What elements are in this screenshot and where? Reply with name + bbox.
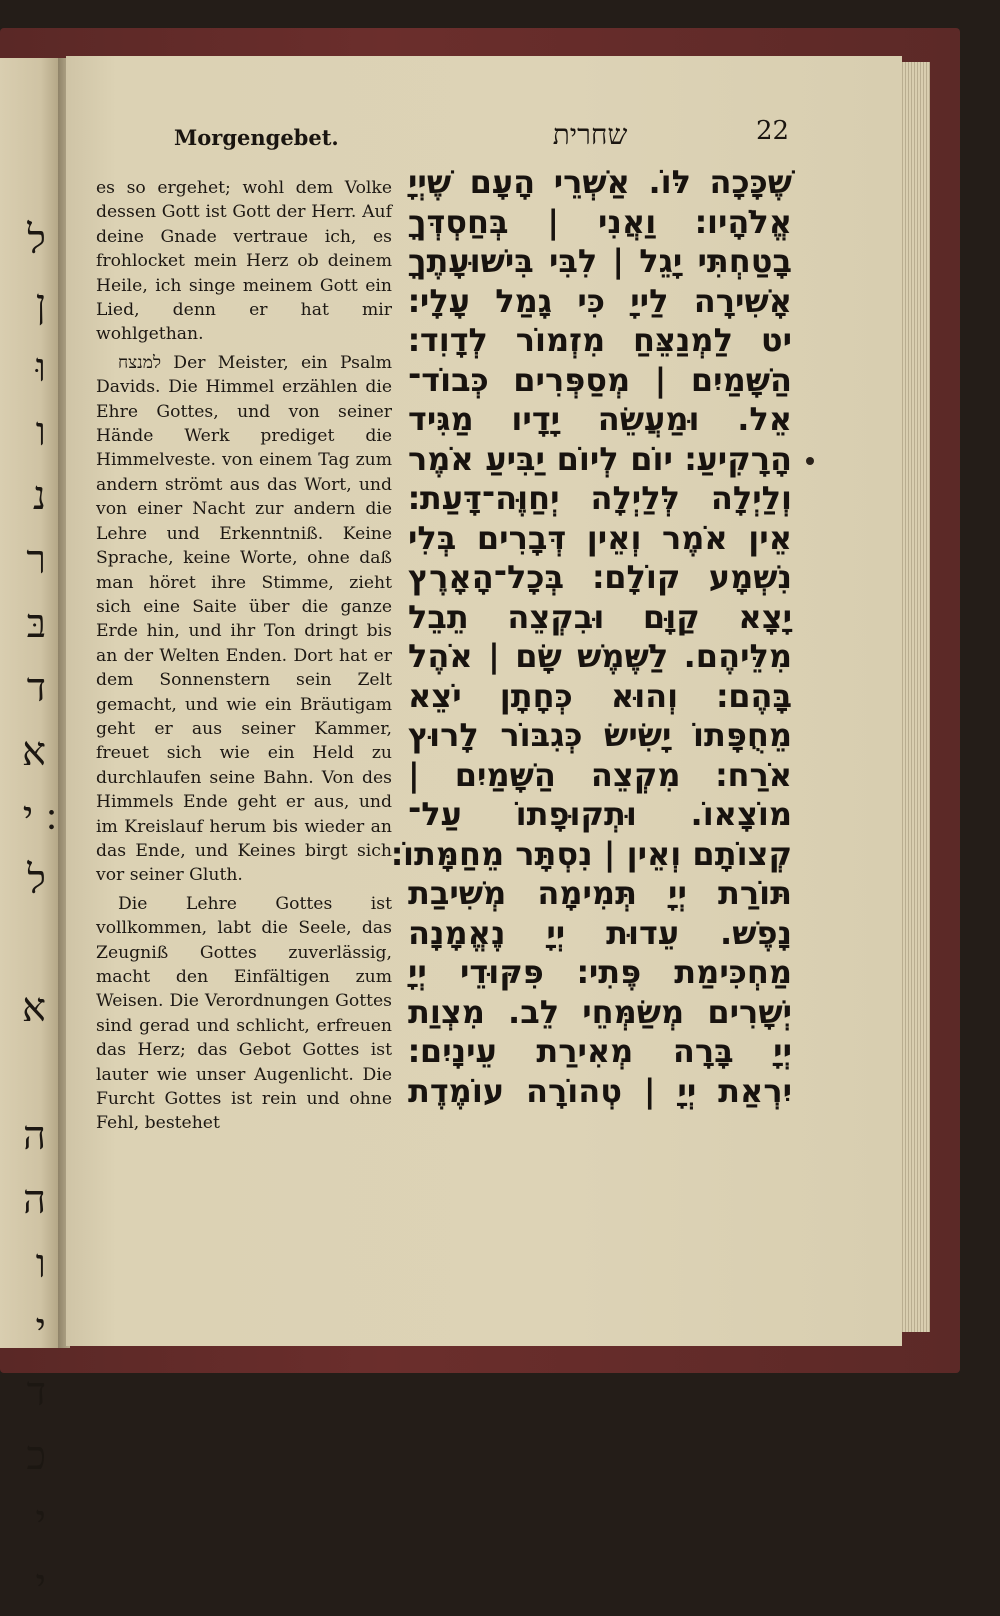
- hebrew-line: וְלַיְלָה לְּלַיְלָה יְחַוֶּה־דָּעַת׃: [408, 479, 792, 517]
- german-translation-column: [96, 176, 392, 1136]
- running-header-hebrew: שחרית: [552, 118, 628, 151]
- hebrew-line: נָפֶשׁ. עֵדוּת יְיָ נֶאֱמָנָה: [408, 913, 792, 952]
- page-number: 22: [756, 116, 790, 146]
- hebrew-line: יט לַמְנַצֵּחַ מִזְמוֹר לְדָוִד׃: [408, 321, 792, 359]
- hebrew-line: מַחְכִּימַת פֶּתִי׃ פִּקּוּדֵי יְיָ: [408, 953, 792, 991]
- hebrew-text-column: [391, 163, 792, 1111]
- hebrew-line: תּוֹרַת יְיָ תְּמִימָה מְשִׁיבַת: [408, 874, 792, 912]
- page-stack-edge: [900, 62, 930, 1332]
- hebrew-line: בָּהֶם׃ וְהוּא כְּחָתָן יֹצֵא: [408, 676, 792, 715]
- hebrew-line: אֹרַח׃ מִקְצֵה הַשָּׁמַיִם |: [408, 755, 792, 794]
- hebrew-line: מוֹצָאוֹ. וּתְקוּפָתוֹ עַל־: [408, 795, 792, 833]
- hebrew-line: אָשִׁירָה לַייָ כִּי גָמַל עָלָי׃: [408, 281, 792, 320]
- hebrew-line: הַשָּׁמַיִם | מְסַפְּרִים כְּבוֹד־: [408, 360, 792, 399]
- hebrew-line: הָרָקִיעַ׃ יוֹם לְיוֹם יַבִּיעַ אֹמֶר: [408, 439, 792, 478]
- left-page-fragment-text: ל ן וּ ו נ ר בּ ד א י ל א ה ה ו י ד כ י י: [21, 217, 46, 1607]
- hebrew-line: שֶׁכָּכָה לּוֹ. אַשְׁרֵי הָעָם שֶׁיְיָ: [408, 163, 792, 201]
- hebrew-line: קְצוֹתָם וְאֵין | נִסְתָּר מֵחַמָּתוֹ׃: [391, 834, 792, 873]
- hebrew-line: יִרְאַת יְיָ | טְהוֹרָה עוֹמֶדֶת: [408, 1071, 792, 1110]
- hebrew-line: בָטַחְתִּי יָגֵל | לִבִּי בִּישׁוּעָתֶךָ: [408, 242, 792, 280]
- hebrew-line: יְשָׁרִים מְשַׂמְּחֵי לֵב. מִצְוַת: [408, 992, 792, 1031]
- hebrew-line: אֱלֹהָיו׃ וַאֲנִי | בְּחַסְדְּךָ: [408, 202, 792, 241]
- hebrew-line: מִלֵּיהֶם. לַשֶּׁמֶשׁ שָׂם | אֹהֶל: [408, 637, 792, 675]
- hebrew-line: אֵין אֹמֶר וְאֵין דְּבָרִים בְּלִי: [408, 518, 792, 557]
- german-paragraph: למנצח Der Meister, ein Psalm Davids. Die Himmel erzählen die Ehre Gottes, und von seiner Hände Werk prediget die Himmelveste. von einem Tag zum andern strömt aus das Wort, und von einer Nacht zur andern die Lehre und Erkenntniß. Keine Sprache, keine Worte, ohne daß man höret ihre Stimme, zieht sich eine Saite über die ganze Erde hin, und ihr Ton dringt bis an der Welten Enden. Dort hat er dem Sonnenstern sein Zelt gemacht, und wie ein Bräutigam geht er aus seiner Kammer, freuet sich wie ein Held zu durchlaufen seine Bahn. Von des Himmels Ende geht er aus, und im Kreislauf herum bis wieder an das Ende, und Keines birgt sich vor seiner Gluth.: [96, 352, 392, 886]
- hebrew-line: אֵל. וּמַעֲשֵׂה יָדָיו מַגִּיד: [408, 400, 792, 438]
- left-page-edge: [0, 58, 58, 1607]
- hebrew-line: יָצָא קַוָּם וּבִקְצֵה תֵבֵל: [408, 597, 792, 636]
- margin-dot: [806, 457, 814, 465]
- hebrew-line: מֵחֻפָּתוֹ יָשִׂישׂ כְּגִבּוֹר לָרוּץ: [408, 716, 792, 754]
- hebrew-line: יְיָ בָּרָה מְאִירַת עֵינָיִם׃: [408, 1032, 792, 1070]
- german-paragraph: es so ergehet; wohl dem Volke dessen Gott ist Gott der Herr. Auf deine Gnade vertraue ich, es frohlocket mein Herz ob deinem Heile, ich singe meinem Gott ein Lied, denn er hat mir wohlgethan.: [96, 178, 392, 345]
- running-header-german: Morgengebet.: [174, 125, 339, 150]
- german-paragraph: Die Lehre Gottes ist vollkommen, labt die Seele, das Zeugniß Gottes zuverlässig, macht den Einfältigen zum Weisen. Die Verordnungen Gottes sind gerad und schlicht, erfreuen das Herz; das Gebot Gottes ist lauter wie unser Augenlicht. Die Furcht Gottes ist rein und ohne Fehl, bestehet: [96, 893, 392, 1134]
- hebrew-line: נִשְׁמָע קוֹלָם׃ בְּכָל־הָאָרֶץ: [408, 558, 792, 596]
